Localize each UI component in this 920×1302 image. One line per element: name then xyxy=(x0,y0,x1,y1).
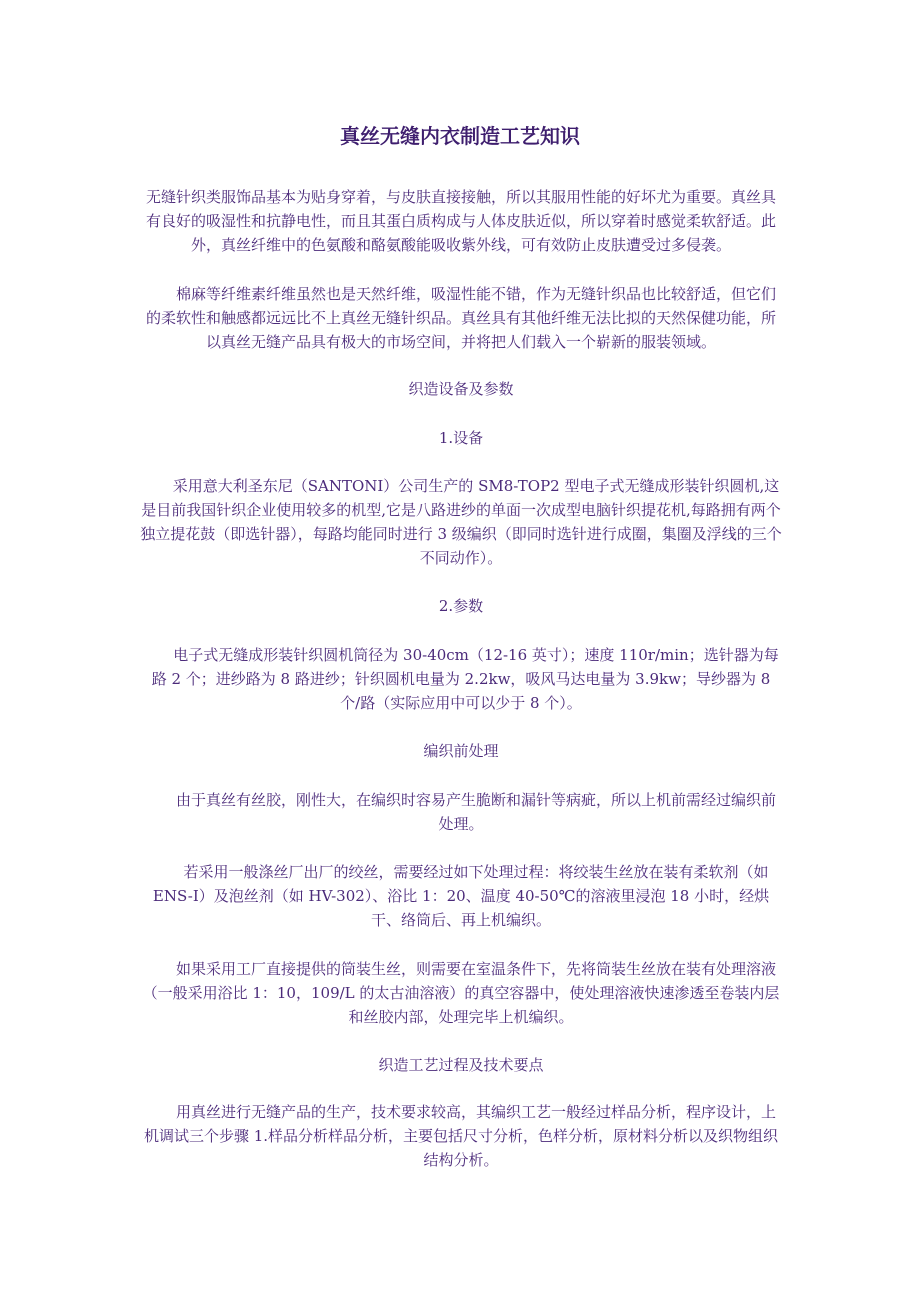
paragraph-intro: 无缝针织类服饰品基本为贴身穿着，与皮肤直接接触，所以其服用性能的好坏尤为重要。真丝具有良好的吸湿性和抗静电性，而且其蛋白质构成与人体皮肤近似，所以穿着时感觉柔软舒适。此外，真丝纤维中的色氨酸和酪氨酸能吸收紫外线，可有效防止皮肤遭受过多侵袭。 xyxy=(145,188,776,254)
section-heading-weaving-process: 织造工艺过程及技术要点 xyxy=(378,1056,544,1074)
paragraph-cotton-comparison: 棉麻等纤维素纤维虽然也是天然纤维，吸湿性能不错，作为无缝针织品也比较舒适，但它们的柔软性和触感都远远比不上真丝无缝针织品。真丝具有其他纤维无法比拟的天然保健功能，所以真丝无缝产品具有极大的市场空间，并将把人们载入一个崭新的服装领域。 xyxy=(145,285,776,351)
paragraph-equipment: 采用意大利圣东尼（SANTONI）公司生产的 SM8-TOP2 型电子式无缝成形装针织圆机,这是目前我国针织企业使用较多的机型,它是八路进纱的单面一次成型电脑针织提花机,每路拥有两个独立提花鼓（即选针器），每路均能同时进行 3 级编织（即同时选针进行成圈，集圈及浮线的三个不同动作）。 xyxy=(140,477,782,567)
paragraph-skein-process: 若采用一般涤丝厂出厂的绞丝，需要经过如下处理过程：将绞装生丝放在装有柔软剂（如 ENS-I）及泡丝剂（如 HV-302）、浴比 1：20、温度 40-50℃的溶液里浸泡 18 小时，经烘干、络筒后、再上机编织。 xyxy=(152,863,770,929)
paragraph-weaving-process: 用真丝进行无缝产品的生产，技术要求较高，其编织工艺一般经过样品分析，程序设计，上机调试三个步骤 1.样品分析样品分析，主要包括尺寸分析，色样分析，原材料分析以及织物组织结构分析。 xyxy=(143,1103,779,1169)
document-title: 真丝无缝内衣制造工艺知识 xyxy=(340,124,580,148)
subheading-equipment: 1.设备 xyxy=(438,429,484,447)
section-heading-pretreatment: 编织前处理 xyxy=(423,742,499,760)
subheading-parameters: 2.参数 xyxy=(438,597,484,615)
section-heading-equipment-params: 织造设备及参数 xyxy=(408,380,514,398)
paragraph-bobbin-process: 如果采用工厂直接提供的筒装生丝，则需要在室温条件下，先将筒装生丝放在装有处理溶液（一般采用浴比 1：10，109/L 的太古油溶液）的真空容器中，使处理溶液快速渗透至卷装内层和丝胶内部，处理完毕上机编织。 xyxy=(142,960,780,1026)
paragraph-parameters: 电子式无缝成形装针织圆机筒径为 30-40cm（12-16 英寸）；速度 110r/min；选针器为每路 2 个；进纱路为 8 路进纱；针织圆机电量为 2.2kw，吸风马达电量为 3.9kw；导纱器为 8 个/路（实际应用中可以少于 8 个）。 xyxy=(143,646,779,712)
paragraph-pretreatment: 由于真丝有丝胶，刚性大，在编织时容易产生脆断和漏针等病疵，所以上机前需经过编织前处理。 xyxy=(145,791,776,833)
